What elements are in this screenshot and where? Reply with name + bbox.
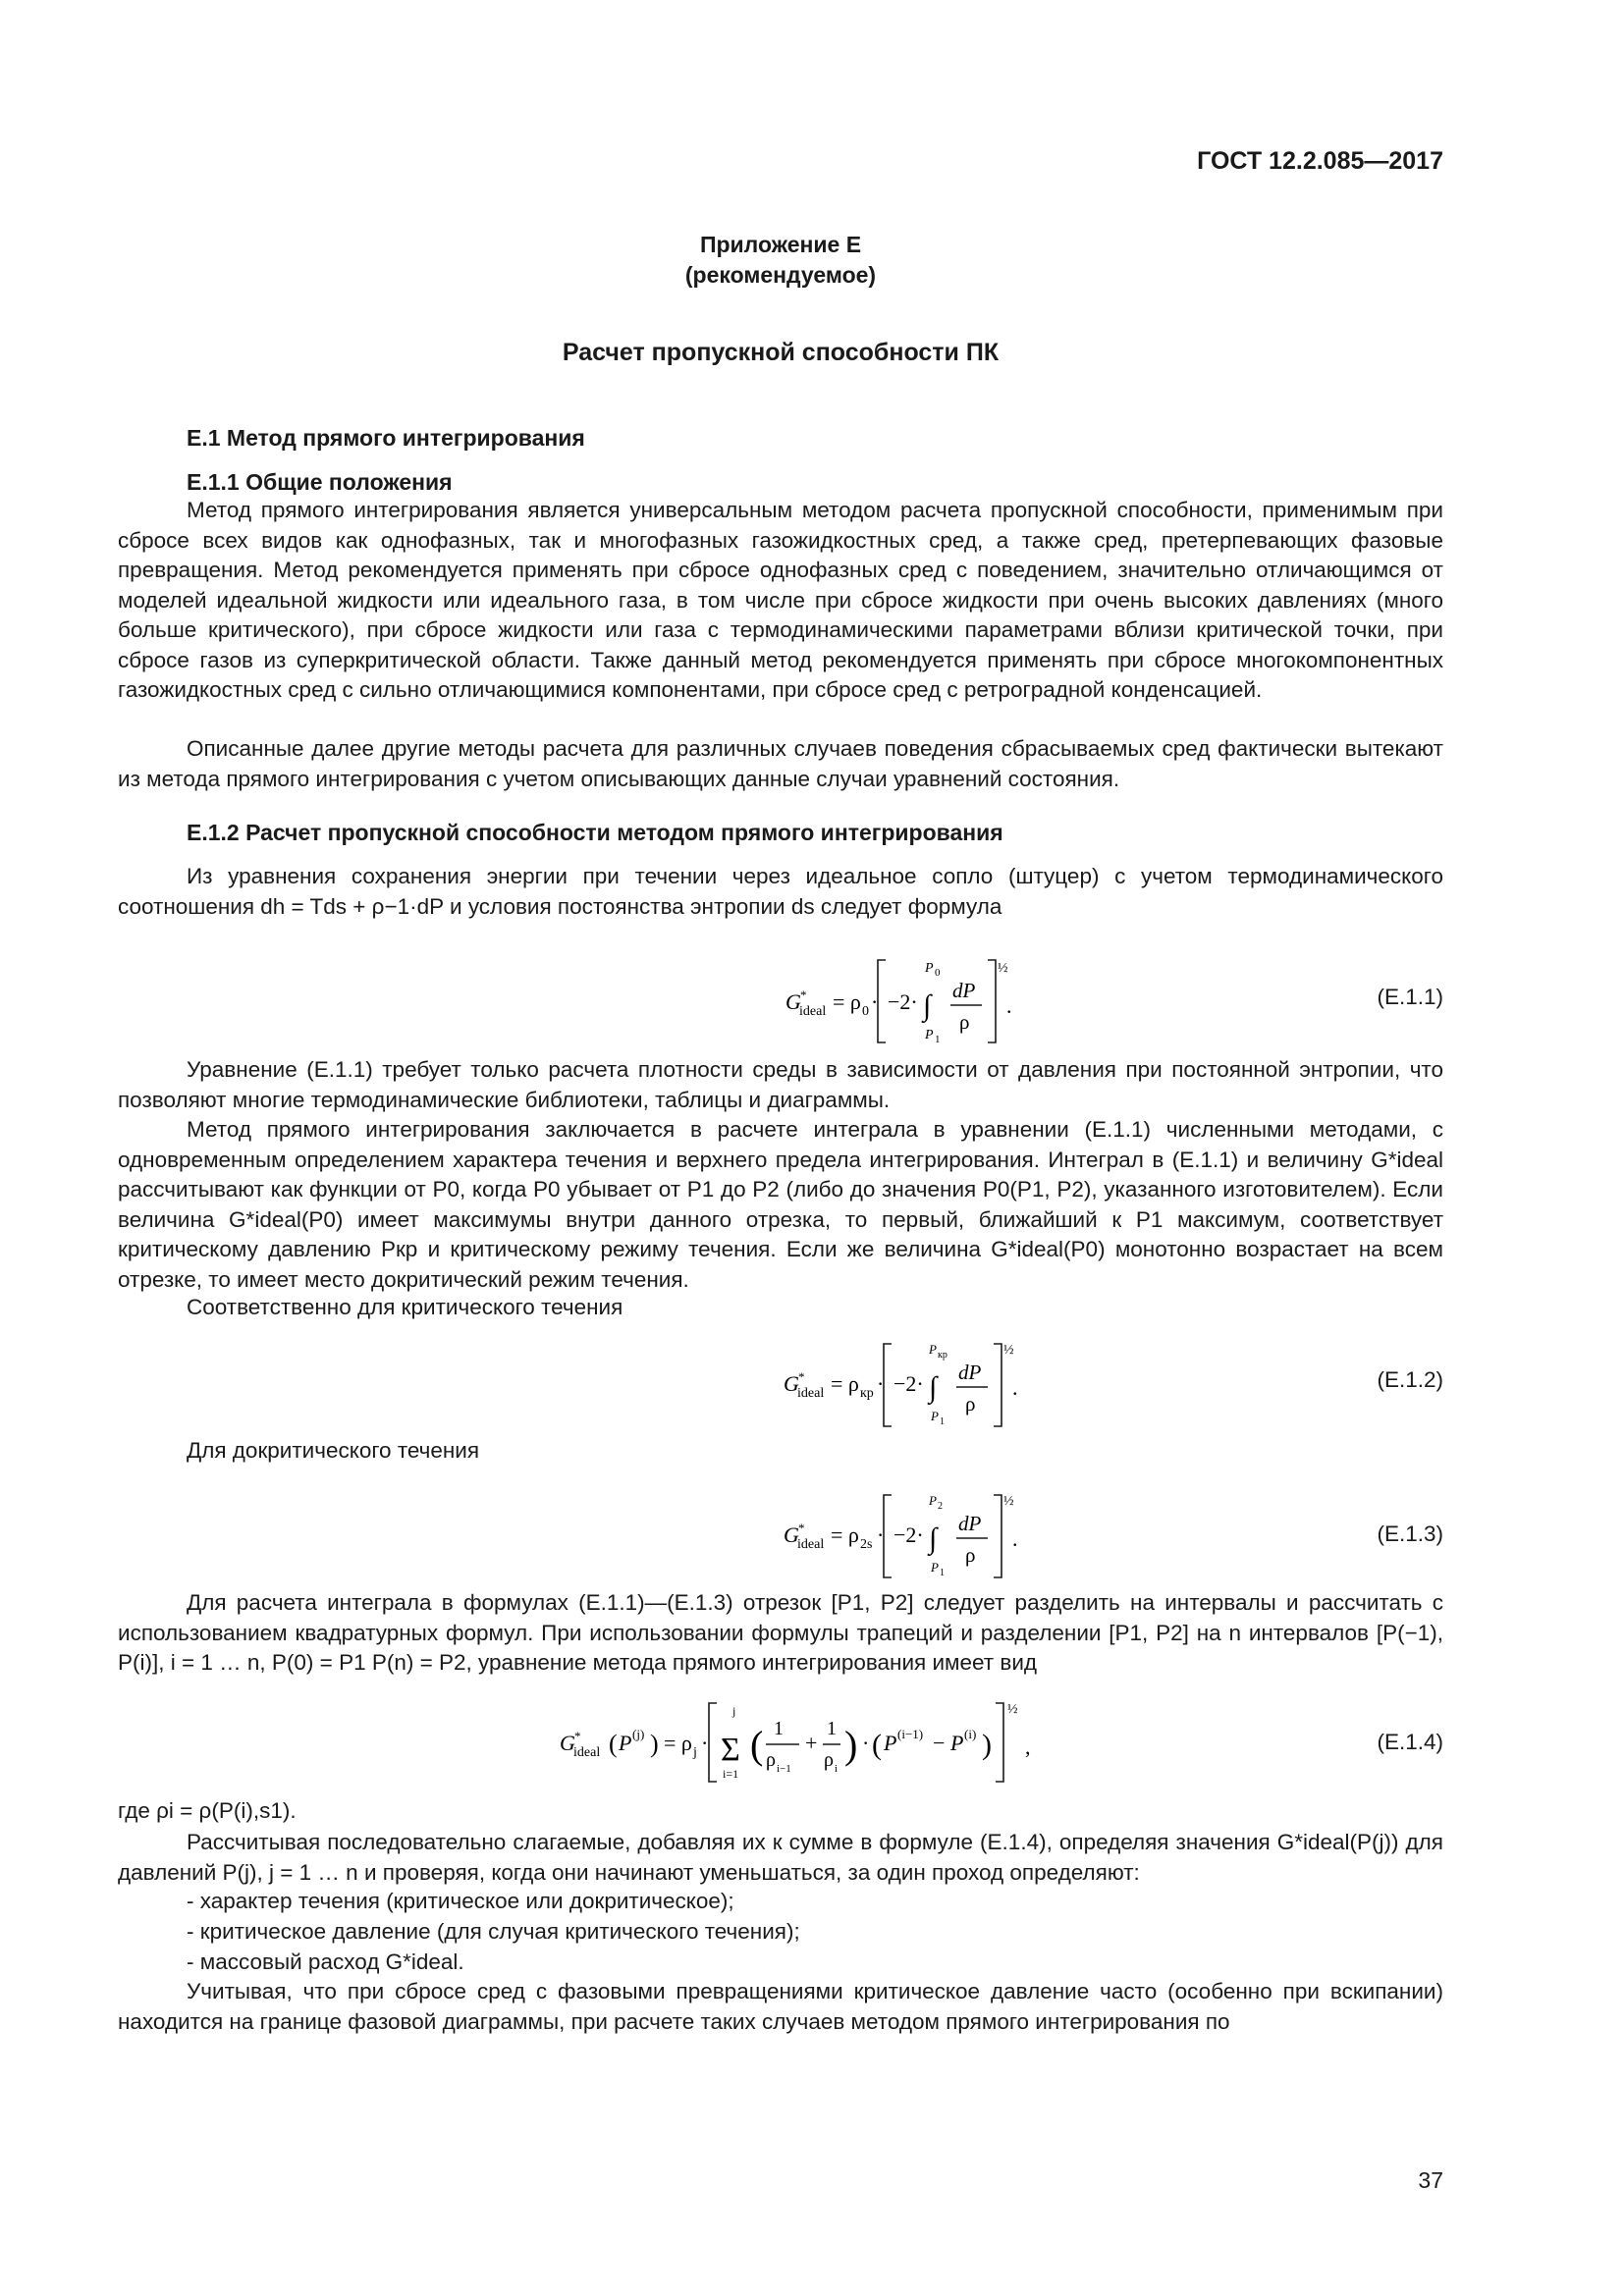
- svg-text:1: 1: [940, 1416, 945, 1427]
- paragraph-sequential-calc: Рассчитывая последовательно слагаемые, добавляя их к сумме в формуле (Е.1.4), определяя значения G*ideal(P(j)) для давлений P(j), j = 1 … n и проверяя, когда они начинают уменьшаться, за один проход определяют:: [118, 1830, 1443, 1885]
- svg-text:dP: dP: [952, 979, 976, 1002]
- svg-text:*: *: [798, 1521, 805, 1535]
- svg-text:2: 2: [938, 1501, 943, 1512]
- svg-text:−2·: −2·: [893, 1371, 924, 1396]
- svg-text:dP: dP: [958, 1361, 982, 1384]
- svg-text:½: ½: [1007, 1702, 1018, 1717]
- svg-text:½: ½: [998, 961, 1008, 976]
- paragraph-critical-flow: Соответственно для критического течения: [187, 1295, 623, 1319]
- document-page: [118, 0, 1443, 2296]
- svg-text:1: 1: [940, 1568, 945, 1578]
- list-item: - массовый расход G*ideal.: [187, 1949, 464, 1974]
- svg-text:ρ: ρ: [965, 1543, 976, 1567]
- svg-text:): ): [982, 1729, 992, 1761]
- page-number: 37: [1418, 2167, 1443, 2193]
- svg-text:(j): (j): [632, 1727, 645, 1741]
- heading-e12: Е.1.2 Расчет пропускной способности методом прямого интегрирования: [187, 820, 1003, 845]
- svg-text:.: .: [1012, 1375, 1018, 1400]
- svg-text:½: ½: [1003, 1494, 1014, 1509]
- svg-text:(: (: [872, 1729, 882, 1761]
- heading-e1: Е.1 Метод прямого интегрирования: [187, 425, 585, 451]
- paragraph-where: где ρi = ρ(P(i),s1).: [118, 1798, 297, 1823]
- svg-text:кр: кр: [938, 1350, 947, 1361]
- svg-text:*: *: [800, 988, 807, 1002]
- svg-text:): ): [844, 1723, 858, 1767]
- svg-text:½: ½: [1003, 1343, 1014, 1358]
- svg-text:ideal: ideal: [797, 1386, 825, 1401]
- appendix-title: Приложение Е: [699, 232, 862, 257]
- svg-text:P: P: [929, 1493, 937, 1508]
- svg-text:dP: dP: [958, 1512, 982, 1535]
- document-code: ГОСТ 12.2.085—2017: [1197, 147, 1443, 175]
- svg-text:G: G: [560, 1731, 575, 1755]
- svg-text:P: P: [929, 1342, 937, 1357]
- svg-text:P: P: [925, 961, 934, 976]
- svg-text:1: 1: [827, 1718, 837, 1739]
- formula-e1-1: [668, 942, 1080, 1050]
- svg-text:·: ·: [871, 989, 879, 1014]
- svg-text:.: .: [1012, 1526, 1018, 1551]
- svg-text:*: *: [798, 1369, 805, 1384]
- svg-text:∫: ∫: [929, 1371, 938, 1404]
- equation-number-e1-3: (Е.1.3): [1377, 1522, 1443, 1546]
- svg-text:(: (: [609, 1730, 618, 1758]
- svg-text:1: 1: [774, 1718, 784, 1739]
- svg-text:= ρ: = ρ: [664, 1731, 692, 1755]
- svg-text:·: ·: [701, 1731, 709, 1755]
- svg-text:= ρ: = ρ: [831, 1522, 859, 1547]
- svg-text:ρ: ρ: [965, 1392, 976, 1415]
- paragraph-energy-equation: Из уравнения сохранения энергии при течении через идеальное сопло (штуцер) с учетом термодинамического соотношения dh = Tds + ρ−1·dP и условия постоянства энтропии ds следует формула: [118, 864, 1443, 919]
- list-item: - критическое давление (для случая критического течения);: [187, 1919, 800, 1944]
- paragraph-quadrature: Для расчета интеграла в формулах (Е.1.1)—(Е.1.3) отрезок [P1, P2] следует разделить на интервалы и рассчитать с использованием квадратурных формул. При использовании формулы трапеций и разделении [P1, P2] на n интервалов [P(−1), P(i)], i = 1 … n, P(0) = P1 P(n) = P2, уравнение метода прямого интегрирования имеет вид: [118, 1590, 1443, 1675]
- svg-text:1: 1: [935, 1034, 941, 1045]
- equation-number-e1-2: (Е.1.2): [1377, 1367, 1443, 1392]
- svg-text:(i−1): (i−1): [897, 1727, 924, 1741]
- svg-text:0: 0: [935, 967, 941, 979]
- svg-text:Σ: Σ: [721, 1732, 740, 1768]
- svg-text:∫: ∫: [929, 1522, 938, 1555]
- svg-text:∫: ∫: [923, 989, 932, 1022]
- svg-text:·: ·: [877, 1522, 885, 1547]
- svg-text:ideal: ideal: [799, 1004, 827, 1019]
- svg-text:−: −: [933, 1731, 946, 1755]
- paragraph-general: Метод прямого интегрирования является универсальным методом расчета пропускной способности, применимым при сбросе всех видов как однофазных, так и многофазных газожидкостных сред, а также сред, претерпевающих фазовые превращения. Метод рекомендуется применять при сбросе однофазных сред с поведением, значительно отличающимся от моделей идеальной жидкости или идеального газа, в том числе при сбросе жидкости при очень высоких давлениях (много больше критического), при сбросе жидкости или газа с термодинамическими параметрами вблизи критической точки, при сбросе газов из суперкритической области. Также данный метод рекомендуется применять при сбросе многокомпонентных газожидкостных сред с сильно отличающимися компонентами, при сбросе сред с ретроградной конденсацией.: [118, 498, 1443, 702]
- svg-text:(: (: [750, 1723, 764, 1767]
- svg-text:= ρ: = ρ: [831, 1371, 859, 1396]
- formula-e1-2: [668, 1330, 1080, 1438]
- svg-text:*: *: [574, 1729, 581, 1743]
- svg-text:j: j: [693, 1745, 697, 1760]
- svg-text:ρ: ρ: [959, 1010, 970, 1034]
- paragraph-other-methods: Описанные далее другие методы расчета для различных случаев поведения сбрасываемых сред фактически вытекают из метода прямого интегрирования с учетом описывающих данные случаи уравнений состояния.: [118, 736, 1443, 791]
- svg-text:i−1: i−1: [777, 1763, 791, 1775]
- svg-text:P: P: [884, 1731, 897, 1755]
- svg-text:i=1: i=1: [723, 1767, 739, 1781]
- paragraph-density: Уравнение (Е.1.1) требует только расчета плотности среды в зависимости от давления при постоянной энтропии, что позволяют многие термодинамические библиотеки, таблицы и диаграммы.: [118, 1057, 1443, 1112]
- svg-text:ideal: ideal: [797, 1537, 825, 1552]
- svg-text:(i): (i): [964, 1727, 977, 1741]
- svg-text:−2·: −2·: [893, 1522, 924, 1547]
- svg-text:кр: кр: [860, 1386, 874, 1401]
- heading-e11: Е.1.1 Общие положения: [187, 469, 453, 495]
- svg-text:i: i: [835, 1763, 839, 1775]
- appendix-subtitle: (рекомендуемое): [684, 262, 877, 288]
- svg-text:ρ: ρ: [824, 1749, 834, 1771]
- svg-text:.: .: [1006, 993, 1012, 1018]
- svg-text:P: P: [931, 1409, 939, 1423]
- svg-text:G: G: [785, 989, 801, 1014]
- svg-text:): ): [650, 1730, 659, 1758]
- svg-text:j: j: [732, 1704, 736, 1718]
- paragraph-method: Метод прямого интегрирования заключается в расчете интеграла в уравнении (Е.1.1) численными методами, с одновременным определением характера течения и верхнего предела интегрирования. Интеграл в (Е.1.1) и величину G*ideal рассчитывают как функции от P0, когда P0 убывает от P1 до P2 (либо до значения P0(P1, P2), указанного изготовителем). Если величина G*ideal(P0) имеет максимумы внутри данного отрезка, то первый, ближайший к P1 максимум, соответствует критическому давлению Pкр и критическому режиму течения. Если же величина G*ideal(P0) монотонно возрастает на всем отрезке, то имеет место докритический режим течения.: [118, 1117, 1443, 1292]
- svg-text:= ρ: = ρ: [833, 989, 861, 1014]
- paragraph-subcritical-flow: Для докритического течения: [187, 1438, 480, 1463]
- svg-text:P: P: [925, 1028, 934, 1042]
- svg-text:G: G: [784, 1522, 799, 1547]
- svg-text:,: ,: [1025, 1735, 1031, 1759]
- svg-text:2s: 2s: [860, 1537, 873, 1552]
- svg-text:+: +: [805, 1731, 818, 1755]
- svg-text:−2·: −2·: [888, 989, 918, 1014]
- section-title: Расчет пропускной способности ПК: [562, 339, 1000, 366]
- list-item: - характер течения (критическое или докритическое);: [187, 1889, 734, 1913]
- equation-number-e1-4: (Е.1.4): [1377, 1730, 1443, 1754]
- equation-number-e1-1: (Е.1.1): [1377, 985, 1443, 1009]
- svg-text:P: P: [931, 1560, 939, 1575]
- svg-text:·: ·: [862, 1731, 870, 1755]
- svg-text:ideal: ideal: [573, 1745, 601, 1760]
- svg-text:0: 0: [862, 1004, 869, 1019]
- svg-text:P: P: [619, 1731, 632, 1755]
- svg-text:ρ: ρ: [766, 1749, 776, 1771]
- svg-text:G: G: [784, 1371, 799, 1396]
- formula-e1-3: [668, 1477, 1080, 1585]
- formula-e1-4: [540, 1693, 1227, 1791]
- svg-text:·: ·: [877, 1371, 885, 1396]
- svg-text:P: P: [950, 1731, 964, 1755]
- paragraph-phase-transitions: Учитывая, что при сбросе сред с фазовыми превращениями критическое давление часто (особенно при вскипании) находится на границе фазовой диаграммы, при расчете таких случаев методом прямого интегрирования по: [118, 1979, 1443, 2034]
